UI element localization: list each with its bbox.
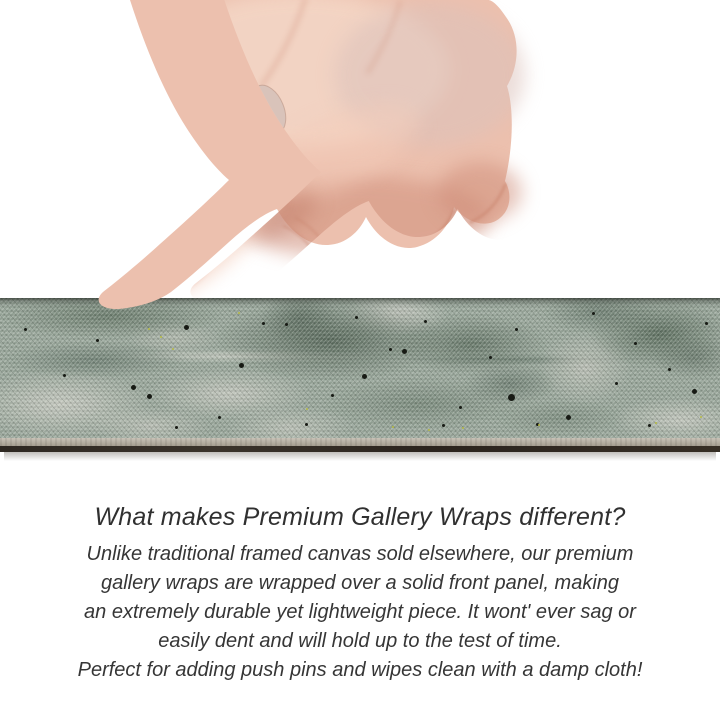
canvas-texture <box>0 298 720 438</box>
canvas-bottom-dark-edge <box>0 446 720 452</box>
feature-heading: What makes Premium Gallery Wraps different? <box>94 503 626 531</box>
feature-line: Unlike traditional framed canvas sold elsewhere, our premium <box>86 543 634 565</box>
canvas-bottom-bevel <box>0 438 720 446</box>
feature-line: an extremely durable yet lightweight piece. It wont' ever sag or <box>84 601 636 623</box>
feature-line: easily dent and will hold up to the test of time. <box>158 630 562 652</box>
feature-text-block <box>0 502 720 685</box>
feature-line: Perfect for adding push pins and wipes clean with a damp cloth! <box>77 659 643 681</box>
feature-line: gallery wraps are wrapped over a solid front panel, making <box>100 572 620 594</box>
canvas-strip-drop-shadow <box>4 452 716 461</box>
canvas-weave-pattern <box>0 298 720 438</box>
hand-photo <box>0 0 720 312</box>
canvas-edge-strip <box>0 298 720 452</box>
index-knuckle-shadow <box>438 162 522 222</box>
